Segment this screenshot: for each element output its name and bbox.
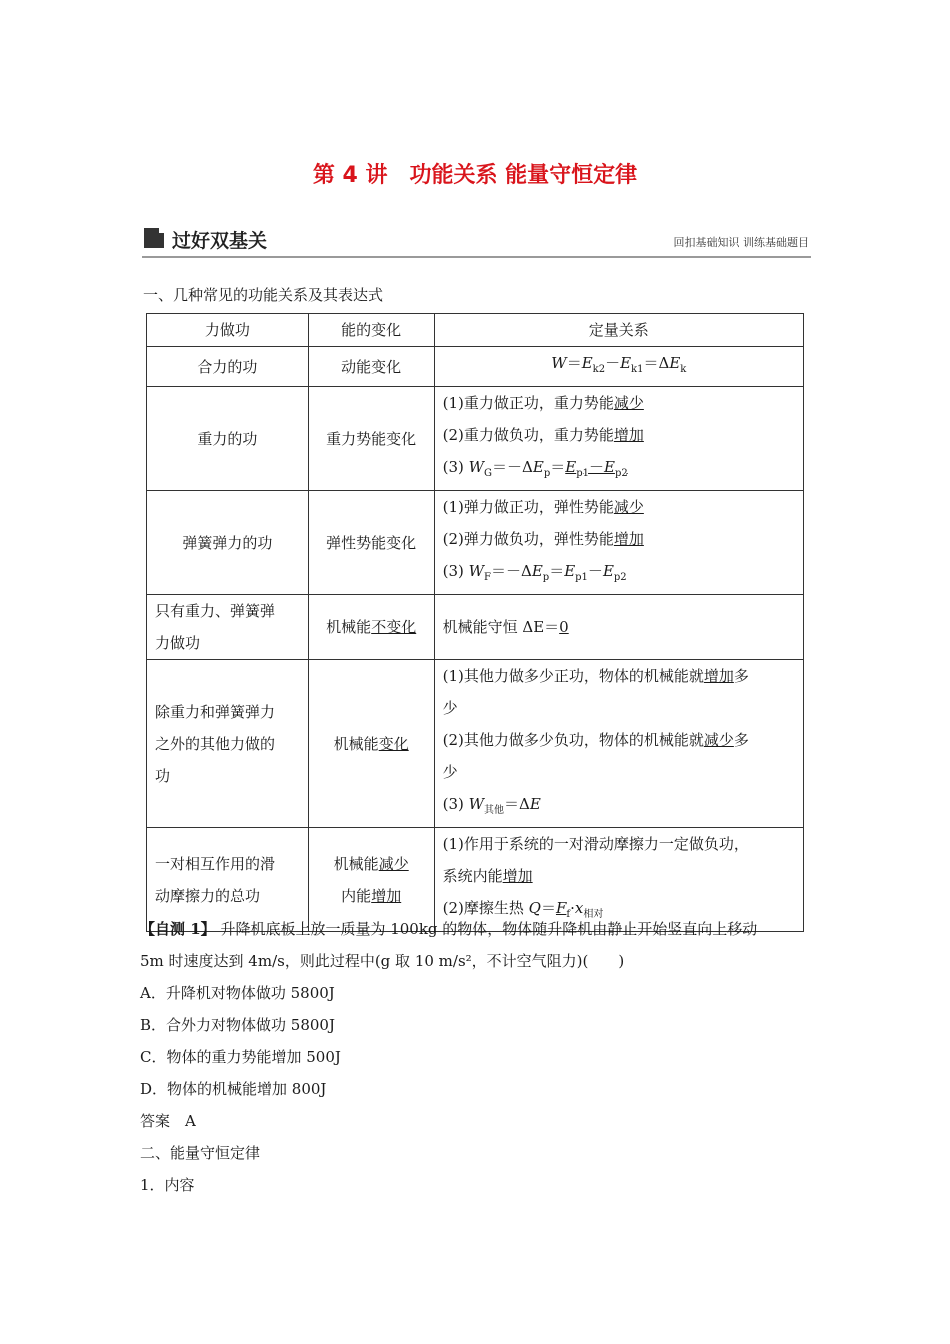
option-b: B．合外力对物体做功 5800J bbox=[140, 1016, 335, 1034]
cell-work-type: 只有重力、弹簧弹 力做功 bbox=[147, 595, 309, 660]
cell-relation: 机械能守恒 ΔE＝0 bbox=[434, 595, 803, 660]
cell-work-type: 除重力和弹簧弹力 之外的其他力做的 功 bbox=[147, 660, 309, 828]
item-heading: 1．内容 bbox=[140, 1176, 195, 1194]
square-bullet-icon bbox=[144, 228, 164, 248]
banner-title: 过好双基关 bbox=[172, 230, 268, 252]
table-row bbox=[147, 387, 804, 491]
cell-work-type: 弹簧弹力的功 bbox=[147, 491, 309, 595]
cell-energy-change: 动能变化 bbox=[308, 347, 434, 387]
cell-relation: (1)弹力做正功，弹性势能减少 (2)弹力做负功，弹性势能增加 (3) $W_F=-\Delta E_p=E_{p1}-E_{p2}$ bbox=[434, 491, 803, 595]
cell-work-type: 合力的功 bbox=[147, 347, 309, 387]
answer: 答案 A bbox=[140, 1112, 196, 1130]
cell-relation: (1)其他力做多少正功，物体的机械能就增加多 少 (2)其他力做多少负功，物体的机械能就减少多 少 (3) $W_{其他}=\Delta E$ bbox=[434, 660, 803, 828]
question-text: 5m 时速度达到 4m/s，则此过程中(g 取 10 m/s²，不计空气阻力)( ) bbox=[140, 952, 625, 970]
cell-energy-change: 重力势能变化 bbox=[308, 387, 434, 491]
table-row bbox=[147, 491, 804, 595]
cell-work-type: 重力的功 bbox=[147, 387, 309, 491]
option-d: D．物体的机械能增加 800J bbox=[140, 1080, 327, 1098]
cell-energy-change: 弹性势能变化 bbox=[308, 491, 434, 595]
cell-energy-change: 机械能减少 内能增加 bbox=[308, 828, 434, 932]
table-row bbox=[147, 660, 804, 828]
question-label: 【自测 1】 bbox=[140, 920, 216, 938]
header-cell: 力做功 bbox=[147, 314, 309, 347]
option-c: C．物体的重力势能增加 500J bbox=[140, 1048, 341, 1066]
formula-cell: $W=E_{k2}-E_{k1}=\Delta E_k$ bbox=[434, 347, 803, 387]
work-energy-table bbox=[146, 313, 804, 932]
cell-energy-change: 机械能不变化 bbox=[308, 595, 434, 660]
option-a: A．升降机对物体做功 5800J bbox=[140, 984, 335, 1002]
cell-work-type: 一对相互作用的滑 动摩擦力的总功 bbox=[147, 828, 309, 932]
section-heading-1: 一、几种常见的功能关系及其表达式 bbox=[143, 286, 384, 304]
header-cell: 定量关系 bbox=[434, 314, 803, 347]
section-banner bbox=[142, 226, 811, 258]
table-header-row bbox=[147, 314, 804, 347]
page-title: 第 4 讲 功能关系 能量守恒定律 bbox=[312, 163, 638, 188]
table-row bbox=[147, 595, 804, 660]
cell-relation: (1)重力做正功，重力势能减少 (2)重力做负功，重力势能增加 (3) $W_G=-\Delta E_p=E_{p1}-E_{p2}$ bbox=[434, 387, 803, 491]
cell-relation: (1)作用于系统的一对滑动摩擦力一定做负功， 系统内能增加 (2)摩擦生热 $Q=F_f\cdot x_{相对}$ bbox=[434, 828, 803, 932]
question-text: 升降机底板上放一质量为 100kg 的物体，物体随升降机由静止开始竖直向上移动 bbox=[215, 920, 758, 938]
table-row bbox=[147, 347, 804, 387]
self-test-question bbox=[140, 913, 810, 1201]
banner-subtitle: 回扣基础知识 训练基础题目 bbox=[673, 236, 809, 249]
cell-energy-change: 机械能变化 bbox=[308, 660, 434, 828]
section-heading-2: 二、能量守恒定律 bbox=[140, 1144, 261, 1162]
header-cell: 能的变化 bbox=[308, 314, 434, 347]
